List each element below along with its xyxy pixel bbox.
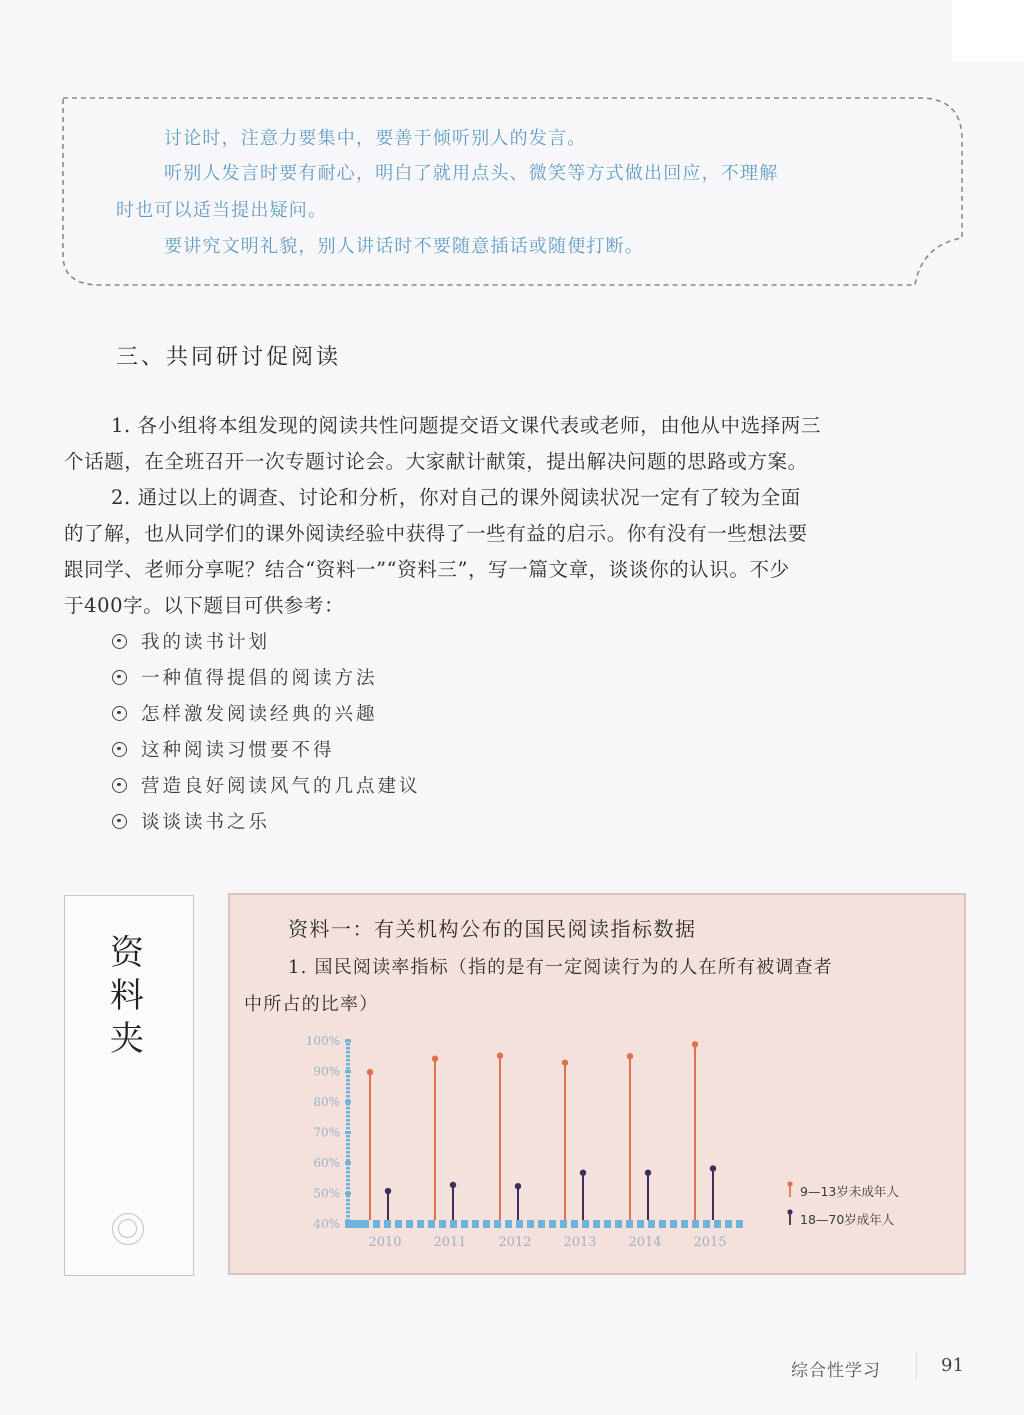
data-point	[367, 1069, 373, 1075]
tip-line: 要讲究文明礼貌，别人讲话时不要随意插话或随便打断。	[164, 236, 644, 257]
x-axis-segment	[714, 1220, 721, 1228]
x-axis-segment	[373, 1220, 380, 1228]
data-point	[515, 1183, 521, 1189]
data-point	[692, 1041, 698, 1047]
paragraph-1	[64, 408, 964, 480]
topic-item	[112, 659, 421, 695]
y-tick-mark	[345, 1101, 351, 1104]
y-tick-label: 70%	[313, 1125, 340, 1140]
x-axis-segment	[384, 1220, 391, 1228]
topic-item	[112, 623, 421, 659]
x-axis-segment	[461, 1220, 468, 1228]
x-axis-segment	[615, 1220, 622, 1228]
legend-marker-dot	[787, 1209, 792, 1214]
footer-divider	[916, 1352, 917, 1380]
circle-dot-icon	[112, 814, 127, 829]
x-axis-segment	[571, 1220, 578, 1228]
y-tick-mark	[345, 1131, 351, 1134]
data-point	[627, 1053, 633, 1059]
y-tick-label: 100%	[305, 1034, 340, 1048]
topic-label: 这种阅读习惯要不得	[141, 740, 335, 761]
tip-line: 听别人发言时要有耐心，明白了就用点头、微笑等方式做出回应，不理解	[164, 163, 779, 184]
x-axis-segment	[604, 1220, 611, 1228]
x-tick-label: 2011	[433, 1235, 467, 1250]
scan-margin	[952, 0, 1024, 62]
x-axis-segment	[527, 1220, 534, 1228]
x-axis-segment	[417, 1220, 424, 1228]
x-tick-label: 2015	[693, 1235, 727, 1250]
paragraph-line: 跟同学、老师分享呢？结合“资料一”“资料三”，写一篇文章，谈谈你的认识。不少	[64, 558, 790, 581]
x-axis-segment	[439, 1220, 446, 1228]
legend-marker-dot	[787, 1181, 792, 1186]
folder-tab	[64, 895, 194, 1276]
topic-item	[112, 803, 421, 839]
x-axis-segment	[549, 1220, 556, 1228]
x-axis-segment	[472, 1220, 479, 1228]
circle-dot-icon	[112, 670, 127, 685]
folder-title-char: 资	[110, 933, 144, 973]
x-axis-segment	[428, 1220, 435, 1228]
reading-rate-chart	[230, 895, 964, 1273]
folder-title-char: 料	[110, 976, 144, 1016]
data-point	[562, 1059, 568, 1065]
paragraph-line: 1. 各小组将本组发现的阅读共性问题提交语文课代表或老师，由他从中选择两三	[111, 414, 822, 437]
x-axis-segment	[725, 1220, 732, 1228]
x-tick-label: 2013	[563, 1235, 597, 1250]
tip-line: 讨论时，注意力要集中，要善于倾听别人的发言。	[164, 128, 587, 149]
x-axis-segment	[494, 1220, 501, 1228]
x-axis-segment	[659, 1220, 666, 1228]
x-axis-segment	[450, 1220, 457, 1228]
tip-line: 时也可以适当提出疑问。	[116, 200, 328, 221]
footer-section: 综合性学习	[791, 1361, 881, 1381]
x-axis-segment	[560, 1220, 567, 1228]
x-axis-segment	[538, 1220, 545, 1228]
x-axis-segment	[406, 1220, 413, 1228]
material-box	[228, 893, 966, 1275]
x-axis-segment	[670, 1220, 677, 1228]
section-title: 三、共同研讨促阅读	[116, 345, 342, 370]
x-axis-segment	[648, 1220, 655, 1228]
material-title: 资料一：有关机构公布的国民阅读指标数据	[288, 917, 697, 941]
paragraph-line: 的了解，也从同学们的课外阅读经验中获得了一些有益的启示。你有没有一些想法要	[64, 522, 808, 545]
topic-item	[112, 767, 421, 803]
x-axis-segment	[626, 1220, 633, 1228]
topic-label: 谈谈读书之乐	[141, 812, 271, 833]
x-axis-segment	[692, 1220, 699, 1228]
x-axis-segment	[345, 1220, 369, 1228]
y-tick-label: 80%	[313, 1095, 340, 1109]
x-axis-segment	[505, 1220, 512, 1228]
x-axis-segment	[395, 1220, 402, 1228]
circle-dot-icon	[112, 706, 127, 721]
topic-item	[112, 695, 421, 731]
data-point	[432, 1055, 438, 1061]
topic-label: 营造良好阅读风气的几点建议	[141, 776, 421, 797]
topic-label: 我的读书计划	[141, 632, 271, 653]
y-tick-label: 60%	[313, 1156, 340, 1170]
x-axis-segment	[681, 1220, 688, 1228]
x-tick-label: 2010	[368, 1235, 402, 1250]
circle-dot-icon	[112, 634, 127, 649]
y-tick-mark	[345, 1162, 351, 1165]
topic-item	[112, 731, 421, 767]
page-number: 91	[941, 1355, 964, 1376]
x-axis-segment	[483, 1220, 490, 1228]
topic-label: 怎样激发阅读经典的兴趣	[141, 704, 378, 725]
topic-list	[112, 623, 421, 839]
ring-icon	[112, 1213, 144, 1245]
data-point	[645, 1170, 651, 1176]
paragraph-2	[64, 480, 964, 624]
legend-label: 9—13岁未成年人	[800, 1184, 899, 1199]
x-axis-segment	[516, 1220, 523, 1228]
y-tick-mark	[345, 1040, 351, 1043]
paragraph-line: 个话题，在全班召开一次专题讨论会。大家献计献策，提出解决问题的思路或方案。	[64, 450, 808, 473]
topic-label: 一种值得提倡的阅读方法	[141, 668, 378, 689]
y-tick-label: 40%	[313, 1217, 340, 1231]
description-line: 中所占的比率）	[244, 994, 379, 1015]
circle-dot-icon	[112, 742, 127, 757]
data-point	[497, 1052, 503, 1058]
description-line: 1. 国民阅读率指标（指的是有一定阅读行为的人在所有被调查者	[288, 957, 833, 978]
data-point	[385, 1188, 391, 1194]
x-axis-segment	[703, 1220, 710, 1228]
paragraph-line: 于400字。以下题目可供参考：	[64, 594, 345, 617]
y-tick-mark	[345, 1070, 351, 1073]
folder-title-char: 夹	[110, 1019, 144, 1059]
data-point	[450, 1182, 456, 1188]
x-tick-label: 2012	[498, 1235, 532, 1250]
y-tick-mark	[345, 1192, 351, 1195]
x-axis-segment	[593, 1220, 600, 1228]
y-tick-label: 90%	[313, 1064, 340, 1079]
x-axis-segment	[736, 1220, 743, 1228]
data-point	[710, 1165, 716, 1171]
legend-label: 18—70岁成年人	[800, 1212, 895, 1227]
tips-box	[60, 95, 966, 289]
circle-dot-icon	[112, 778, 127, 793]
data-point	[580, 1170, 586, 1176]
x-axis-segment	[637, 1220, 644, 1228]
paragraph-line: 2. 通过以上的调查、讨论和分析，你对自己的课外阅读状况一定有了较为全面	[111, 486, 801, 509]
x-tick-label: 2014	[628, 1235, 662, 1250]
folder-title	[105, 932, 149, 1061]
y-tick-label: 50%	[313, 1186, 340, 1201]
x-axis-segment	[582, 1220, 589, 1228]
